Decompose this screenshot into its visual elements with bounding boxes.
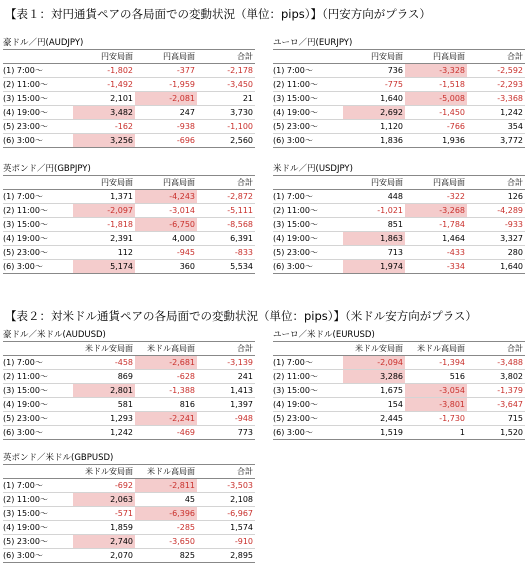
table-row [3, 479, 255, 493]
table-row [3, 384, 255, 398]
table-cell: 1,120 [380, 122, 403, 131]
table-cell: -571 [114, 509, 133, 518]
table-cell: 1,371 [110, 192, 133, 201]
row-label: (2) 11:00～ [3, 372, 48, 381]
table-cell: 869 [117, 372, 133, 381]
table-cell: -285 [176, 523, 195, 532]
table-row [3, 260, 255, 274]
table-title: 米ドル／円(USDJPY) [273, 164, 353, 174]
row-label: (2) 11:00～ [3, 206, 48, 215]
table-row [3, 426, 255, 440]
table-cell: 516 [449, 372, 465, 381]
table-cell: -3,268 [405, 204, 467, 217]
table-cell: -2,178 [227, 66, 253, 75]
table-row [3, 232, 255, 246]
table-row [273, 426, 525, 440]
table-header-row [273, 175, 525, 190]
row-label: (4) 19:00～ [3, 108, 48, 117]
table-cell: 1 [459, 428, 465, 437]
table-usdjpy [273, 163, 525, 274]
table-row [273, 204, 525, 218]
table-cell: -692 [114, 481, 133, 490]
table-cell: 2,108 [230, 495, 253, 504]
table-cell: 1,293 [110, 414, 133, 423]
row-label: (4) 19:00～ [3, 523, 48, 532]
table-row [3, 134, 255, 148]
table-cell: -6,750 [135, 218, 197, 231]
row-label: (1) 7:00～ [273, 66, 313, 75]
table-cell: -696 [176, 136, 195, 145]
table-cell: 5,174 [73, 260, 135, 273]
table-header-row [273, 49, 525, 64]
table-cell: -2,811 [135, 479, 197, 492]
table-row [3, 106, 255, 120]
table-title: 英ポンド／円(GBPJPY) [3, 164, 91, 174]
table-row [3, 412, 255, 426]
row-label: (1) 7:00～ [3, 66, 43, 75]
table-cell: -3,014 [169, 206, 195, 215]
column-header: 米ドル高局面 [147, 344, 195, 353]
row-label: (6) 3:00～ [273, 136, 313, 145]
table-cell: -469 [176, 428, 195, 437]
table-row [3, 398, 255, 412]
column-header: 円安局面 [101, 52, 133, 61]
row-label: (1) 7:00～ [3, 358, 43, 367]
table-cell: 5,534 [230, 262, 253, 271]
table-cell: -938 [176, 122, 195, 131]
table-cell: -3,328 [405, 64, 467, 77]
table-cell: -1,784 [439, 220, 465, 229]
table-cell: 3,772 [500, 136, 523, 145]
table-cell: -1,730 [439, 414, 465, 423]
column-header: 円高局面 [163, 52, 195, 61]
column-header: 円高局面 [433, 178, 465, 187]
table-cell: 851 [387, 220, 403, 229]
table-cell: 2,391 [110, 234, 133, 243]
table-cell: -945 [176, 248, 195, 257]
table-row [273, 384, 525, 398]
row-label: (6) 3:00～ [273, 428, 313, 437]
table-eurjpy [273, 37, 525, 148]
table-cell: 1,640 [380, 94, 403, 103]
table-cell: -322 [446, 192, 465, 201]
table-cell: -377 [176, 66, 195, 75]
table-cell: 241 [237, 372, 253, 381]
table-row [273, 232, 525, 246]
table-cell: -933 [504, 220, 523, 229]
row-label: (2) 11:00～ [273, 372, 318, 381]
table-cell: 2,445 [380, 414, 403, 423]
table-cell: 1,397 [230, 400, 253, 409]
table-cell: -2,081 [135, 92, 197, 105]
table-cell: 581 [117, 400, 133, 409]
table-row [3, 190, 255, 204]
table-header-row [3, 175, 255, 190]
table-cell: 1,242 [110, 428, 133, 437]
table-cell: -1,394 [439, 358, 465, 367]
table-cell: 2,895 [230, 551, 253, 560]
table-row [273, 92, 525, 106]
table-eurusd [273, 329, 525, 440]
table-row [273, 412, 525, 426]
row-label: (3) 15:00～ [273, 94, 318, 103]
table-cell: 3,730 [230, 108, 253, 117]
table-audusd [3, 329, 255, 440]
table-row [273, 370, 525, 384]
section2-title: 【表２：対米ドル通貨ペアの各局面での変動状況（単位：pips）】（米ドル安方向がプラス） [5, 309, 477, 323]
table-cell: -1,100 [227, 122, 253, 131]
row-label: (1) 7:00～ [3, 192, 43, 201]
table-row [3, 92, 255, 106]
table-cell: 112 [117, 248, 133, 257]
column-header [3, 50, 73, 63]
row-label: (6) 3:00～ [3, 428, 43, 437]
table-cell: -4,243 [135, 190, 197, 203]
table-cell: -948 [234, 414, 253, 423]
table-cell: 1,519 [380, 428, 403, 437]
row-label: (4) 19:00～ [273, 234, 318, 243]
row-label: (5) 23:00～ [273, 414, 318, 423]
table-cell: -3,368 [497, 94, 523, 103]
table-cell: -3,139 [227, 358, 253, 367]
row-label: (3) 15:00～ [3, 94, 48, 103]
table-row [3, 356, 255, 370]
column-header: 合計 [237, 52, 253, 61]
table-cell: 21 [242, 94, 253, 103]
column-header [3, 342, 73, 355]
table-cell: 4,000 [172, 234, 195, 243]
table-row [273, 190, 525, 204]
table-row [3, 521, 255, 535]
table-cell: -3,503 [227, 481, 253, 490]
table-cell: 1,520 [500, 428, 523, 437]
table-cell: 280 [507, 248, 523, 257]
table-cell: -3,450 [227, 80, 253, 89]
table-header-row [273, 341, 525, 356]
table-row [3, 218, 255, 232]
column-header: 米ドル高局面 [417, 344, 465, 353]
table-cell: 1,574 [230, 523, 253, 532]
table-cell: 1,413 [230, 386, 253, 395]
column-header: 米ドル安局面 [85, 344, 133, 353]
table-cell: -910 [234, 537, 253, 546]
row-label: (2) 11:00～ [273, 206, 318, 215]
table-cell: 2,740 [73, 535, 135, 548]
row-label: (6) 3:00～ [3, 551, 43, 560]
table-row [3, 204, 255, 218]
row-label: (3) 15:00～ [3, 220, 48, 229]
table-cell: -2,293 [497, 80, 523, 89]
column-header: 円高局面 [433, 52, 465, 61]
table-row [3, 78, 255, 92]
column-header [273, 176, 343, 189]
column-header: 米ドル安局面 [85, 467, 133, 476]
table-cell: -1,021 [377, 206, 403, 215]
table-cell: -3,647 [497, 400, 523, 409]
table-cell: -1,802 [107, 66, 133, 75]
table-cell: 1,675 [380, 386, 403, 395]
table-cell: -766 [446, 122, 465, 131]
table-cell: 1,242 [500, 108, 523, 117]
column-header [3, 176, 73, 189]
table-cell: -1,959 [169, 80, 195, 89]
row-label: (6) 3:00～ [3, 262, 43, 271]
table-cell: 6,391 [230, 234, 253, 243]
table-cell: -1,388 [169, 386, 195, 395]
column-header: 円高局面 [163, 178, 195, 187]
row-label: (6) 3:00～ [273, 262, 313, 271]
table-cell: -4,289 [497, 206, 523, 215]
table-cell: 816 [179, 400, 195, 409]
table-cell: -2,097 [73, 204, 135, 217]
table-cell: -3,650 [169, 537, 195, 546]
table-row [273, 260, 525, 274]
row-label: (3) 15:00～ [3, 386, 48, 395]
table-cell: 2,101 [110, 94, 133, 103]
table-row [3, 507, 255, 521]
column-header [3, 465, 73, 478]
table-cell: 2,070 [110, 551, 133, 560]
row-label: (6) 3:00～ [3, 136, 43, 145]
row-label: (1) 7:00～ [273, 192, 313, 201]
table-cell: 2,560 [230, 136, 253, 145]
table-cell: 1,859 [110, 523, 133, 532]
table-gbpjpy [3, 163, 255, 274]
table-cell: 2,063 [73, 493, 135, 506]
table-cell: -5,111 [227, 206, 253, 215]
table-title: 豪ドル／円(AUDJPY) [3, 38, 84, 48]
column-header: 合計 [237, 178, 253, 187]
table-cell: 247 [179, 108, 195, 117]
table-cell: 1,836 [380, 136, 403, 145]
table-row [3, 549, 255, 563]
table-cell: -5,008 [405, 92, 467, 105]
table-row [3, 120, 255, 134]
table-cell: 1,974 [343, 260, 405, 273]
column-header: 米ドル安局面 [355, 344, 403, 353]
table-row [3, 535, 255, 549]
table-cell: -628 [176, 372, 195, 381]
table-cell: -2,681 [135, 356, 197, 369]
table-cell: -433 [446, 248, 465, 257]
table-cell: -162 [114, 122, 133, 131]
column-header [273, 342, 343, 355]
row-label: (2) 11:00～ [273, 80, 318, 89]
row-label: (5) 23:00～ [273, 248, 318, 257]
row-label: (4) 19:00～ [273, 400, 318, 409]
column-header: 合計 [507, 178, 523, 187]
table-title: 英ポンド／米ドル(GBPUSD) [3, 453, 114, 463]
table-cell: 354 [507, 122, 523, 131]
table-cell: -2,872 [227, 192, 253, 201]
row-label: (5) 23:00～ [273, 122, 318, 131]
table-cell: 713 [387, 248, 403, 257]
column-header: 合計 [507, 52, 523, 61]
table-cell: 1,863 [343, 232, 405, 245]
column-header: 米ドル高局面 [147, 467, 195, 476]
column-header: 円安局面 [371, 52, 403, 61]
table-cell: 715 [507, 414, 523, 423]
row-label: (5) 23:00～ [3, 122, 48, 131]
table-cell: -2,592 [497, 66, 523, 75]
table-cell: -1,379 [497, 386, 523, 395]
table-cell: 3,256 [73, 134, 135, 147]
table-cell: -2,241 [135, 412, 197, 425]
table-cell: 126 [507, 192, 523, 201]
table-row [273, 398, 525, 412]
table-cell: 1,936 [442, 136, 465, 145]
table-title: ユーロ／円(EURJPY) [273, 38, 353, 48]
table-cell: 773 [237, 428, 253, 437]
row-label: (5) 23:00～ [3, 414, 48, 423]
table-row [273, 218, 525, 232]
table-cell: 736 [387, 66, 403, 75]
table-title: ユーロ／米ドル(EURUSD) [273, 330, 375, 340]
table-row [273, 106, 525, 120]
column-header: 円安局面 [101, 178, 133, 187]
table-cell: 45 [184, 495, 195, 504]
table-cell: -6,396 [135, 507, 197, 520]
table-cell: 825 [179, 551, 195, 560]
table-row [3, 64, 255, 78]
table-cell: -458 [114, 358, 133, 367]
table-header-row [3, 49, 255, 64]
table-cell: 3,482 [73, 106, 135, 119]
table-cell: -775 [384, 80, 403, 89]
table-cell: 3,802 [500, 372, 523, 381]
row-label: (1) 7:00～ [3, 481, 43, 490]
table-cell: -1,518 [439, 80, 465, 89]
table-row [273, 78, 525, 92]
row-label: (2) 11:00～ [3, 495, 48, 504]
row-label: (2) 11:00～ [3, 80, 48, 89]
table-cell: 2,801 [73, 384, 135, 397]
table-cell: 3,286 [343, 370, 405, 383]
table-cell: -833 [234, 248, 253, 257]
row-label: (4) 19:00～ [3, 400, 48, 409]
row-label: (5) 23:00～ [3, 248, 48, 257]
table-cell: -3,801 [405, 398, 467, 411]
table-row [273, 246, 525, 260]
column-header: 合計 [237, 344, 253, 353]
table-audjpy [3, 37, 255, 148]
column-header [273, 50, 343, 63]
table-cell: -8,568 [227, 220, 253, 229]
table-cell: 448 [387, 192, 403, 201]
row-label: (4) 19:00～ [3, 234, 48, 243]
table-cell: -3,054 [405, 384, 467, 397]
table-gbpusd [3, 452, 255, 563]
table-cell: 1,464 [442, 234, 465, 243]
column-header: 合計 [237, 467, 253, 476]
table-cell: 3,327 [500, 234, 523, 243]
table-cell: -1,818 [107, 220, 133, 229]
table-row [3, 493, 255, 507]
table-header-row [3, 464, 255, 479]
table-cell: 360 [179, 262, 195, 271]
row-label: (5) 23:00～ [3, 537, 48, 546]
row-label: (3) 15:00～ [273, 386, 318, 395]
row-label: (3) 15:00～ [3, 509, 48, 518]
table-cell: -334 [446, 262, 465, 271]
table-cell: -1,450 [439, 108, 465, 117]
table-title: 豪ドル／米ドル(AUDUSD) [3, 330, 106, 340]
table-row [273, 134, 525, 148]
table-row [3, 246, 255, 260]
table-cell: 1,640 [500, 262, 523, 271]
column-header: 合計 [507, 344, 523, 353]
table-cell: -6,967 [227, 509, 253, 518]
row-label: (3) 15:00～ [273, 220, 318, 229]
table-header-row [3, 341, 255, 356]
table-row [273, 120, 525, 134]
table-cell: -2,094 [343, 356, 405, 369]
row-label: (1) 7:00～ [273, 358, 313, 367]
table-cell: 2,692 [343, 106, 405, 119]
table-cell: -3,488 [497, 358, 523, 367]
table-cell: -1,492 [107, 80, 133, 89]
table-row [273, 356, 525, 370]
column-header: 円安局面 [371, 178, 403, 187]
table-row [3, 370, 255, 384]
table-cell: 154 [387, 400, 403, 409]
row-label: (4) 19:00～ [273, 108, 318, 117]
table-row [273, 64, 525, 78]
section1-title: 【表１：対円通貨ペアの各局面での変動状況（単位：pips）】（円安方向がプラス） [5, 7, 431, 21]
